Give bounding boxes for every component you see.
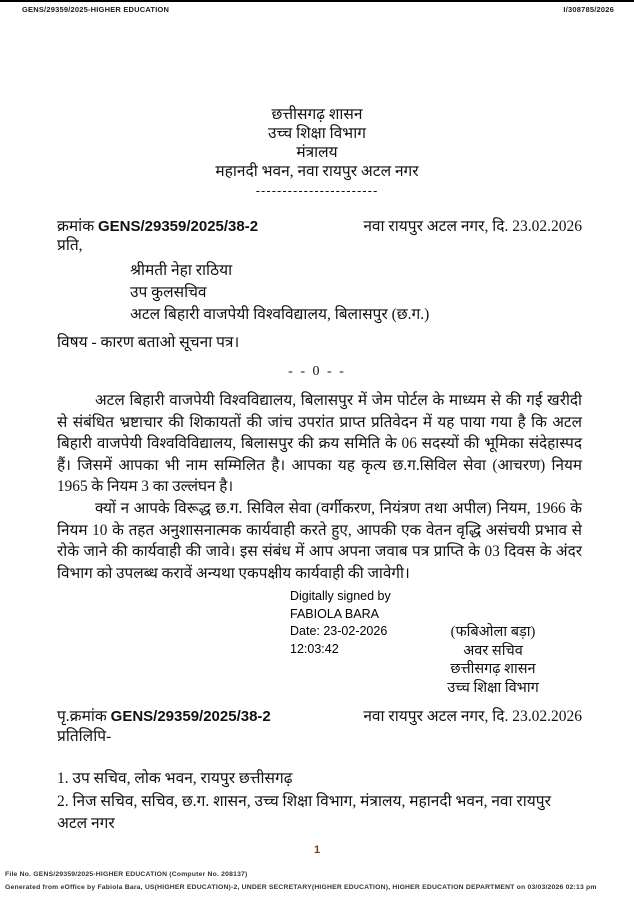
copy-item-2: 2. निज सचिव, सचिव, छ.ग. शासन, उच्च शिक्षा विभाग, मंत्रालय, महानदी भवन, नवा रायपुर अटल नगर — [57, 793, 551, 832]
letterhead-address: महानदी भवन, नवा रायपुर अटल नगर — [215, 163, 419, 180]
reference-number — [57, 214, 258, 236]
signer-designation: अवर सचिव — [463, 642, 523, 659]
letterhead-ministry: मंत्रालय — [296, 144, 338, 161]
salutation: प्रति, — [57, 237, 83, 254]
section-separator: - - 0 - - — [288, 364, 346, 379]
reference-label: क्रमांक — [57, 218, 95, 235]
signature-block — [290, 588, 568, 697]
signer-org-department: उच्च शिक्षा विभाग — [447, 679, 539, 696]
recipient-block — [130, 260, 429, 326]
letterhead-divider: ----------------------- — [255, 183, 379, 198]
endorsement-place-and-date: नवा रायपुर अटल नगर, दि. 23.02.2026 — [363, 708, 582, 725]
reference-number-value: GENS/29359/2025/38-2 — [97, 218, 259, 235]
copy-to-list — [57, 768, 582, 836]
subject-line: विषय - कारण बताओ सूचना पत्र। — [57, 334, 240, 351]
recipient-name: श्रीमती नेहा राठिया — [130, 262, 233, 279]
issue-reference-right: I/308785/2026 — [563, 5, 614, 14]
footer-file-number: File No. GENS/29359/2025-HIGHER EDUCATION (Computer No. 208137) — [5, 871, 248, 878]
digital-signature-time: 12:03:42 — [290, 641, 339, 656]
recipient-designation: उप कुलसचिव — [130, 284, 207, 301]
digital-signature — [290, 588, 412, 658]
copy-to-label: प्रतिलिपि- — [57, 728, 112, 745]
document-footer — [5, 868, 629, 894]
page-header — [22, 5, 614, 14]
file-reference-left: GENS/29359/2025-HIGHER EDUCATION — [22, 5, 170, 14]
signer-details — [418, 623, 568, 697]
signer-name: (फबिओला बड़ा) — [450, 624, 536, 640]
body-paragraph-2: क्यों न आपके विरूद्ध छ.ग. सिविल सेवा (वर्गीकरण, नियंत्रण तथा अपील) नियम, 1966 के नियम 10 के तहत अनुशासनात्मक कार्यवाही करते हुए, आपकी एक वेतन वृद्धि असंचयी प्रभाव से रोके जाने की कार्यवाही की जावे। इस संबंध में आप अपना जवाब पत्र प्राप्ति के 03 दिवस के अंदर विभाग को उपलब्ध करावें अन्यथा एकपक्षीय कार्यवाही की जावेगी। — [57, 500, 582, 582]
place-and-date: नवा रायपुर अटल नगर, दि. 23.02.2026 — [363, 218, 582, 235]
digital-signature-date: Date: 23-02-2026 — [290, 624, 388, 638]
signer-org-government: छत्तीसगढ़ शासन — [450, 661, 536, 677]
digital-signature-name: FABIOLA BARA — [290, 606, 379, 621]
endorsement-number — [57, 704, 271, 726]
footer-generated-info: Generated from eOffice by Fabiola Bara, US(HIGHER EDUCATION)-2, UNDER SECRETARY(HIGHER EDUCATION), HIGHER EDUCATION DEPARTMENT on 03/03/2026 02:13 pm — [5, 884, 597, 891]
copy-item-1: 1. उप सचिव, लोक भवन, रायपुर छत्तीसगढ़ — [57, 770, 293, 787]
page-number: 1 — [313, 844, 321, 856]
recipient-organization: अटल बिहारी वाजपेयी विश्वविद्यालय, बिलासपुर (छ.ग.) — [130, 306, 430, 323]
letterhead — [0, 105, 634, 200]
endorsement-line — [57, 704, 582, 726]
body-paragraph-1: अटल बिहारी वाजपेयी विश्वविद्यालय, बिलासपुर में जेम पोर्टल के माध्यम से की गई खरीदी से संबंधित भ्रष्टाचार की शिकायतों की जांच उपरांत प्राप्त प्रतिवेदन में यह पाया गया है कि अटल बिहारी वाजपेयी विश्वविविद्यालय, बिलासपुर की क्रय समिति के 06 सदस्यों की भूमिका संदेहास्पद हैं। जिसमें आपका भी नाम सम्मिलित है। आपका यह कृत्य छ.ग.सिविल सेवा (आचरण) नियम 1965 के नियम 3 का उल्लंघन है। — [57, 392, 582, 495]
letterhead-government: छत्तीसगढ़ शासन — [271, 106, 363, 123]
letterhead-department: उच्च शिक्षा विभाग — [268, 125, 366, 142]
reference-line — [57, 214, 582, 236]
endorsement-label: पृ.क्रमांक — [57, 708, 107, 725]
digital-signature-line1: Digitally signed by — [290, 589, 391, 603]
endorsement-number-value: GENS/29359/2025/38-2 — [110, 708, 271, 725]
